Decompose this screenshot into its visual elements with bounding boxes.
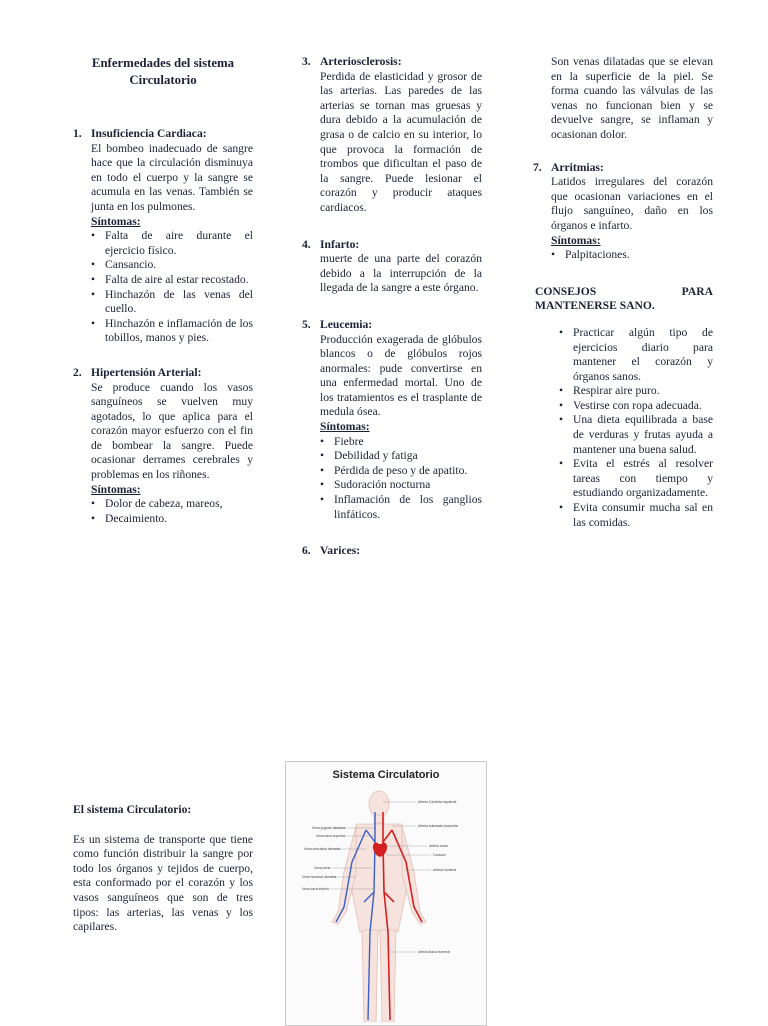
- list-item: • Evita consumir mucha sal en las comidas.: [573, 501, 713, 530]
- symptoms-label: Síntomas:: [91, 214, 141, 228]
- section-text: Producción exagerada de glóbulos blancos o de glóbulos rojos anormales: pude convertirse en una enfermedad mortal. Uno de los tratamientos es el trasplante de medula ósea.: [320, 332, 482, 419]
- diagram-label-right: Arteria humeral: [433, 868, 457, 872]
- section-heading: Arritmias:: [551, 160, 604, 174]
- advice-section: [535, 285, 713, 531]
- diagram-label-left: Vena cava inferior: [302, 887, 330, 891]
- section-number: 6.: [302, 544, 311, 558]
- diagram-label-left: Vena humeral derecha: [302, 875, 337, 879]
- section-text: Perdida de elasticidad y grosor de las arterias. Las paredes de las arterias se tornan mas gruesas y dura debido a la acumulación de grasa o de calcio en su interior, lo que provoca la formación de trombos que dificultan el paso de la sangre. Puede lesionar el corazón y producir ataques cardiacos.: [320, 69, 482, 214]
- list-item: • Cansancio.: [105, 258, 253, 273]
- symptoms-label: Síntomas:: [320, 420, 370, 434]
- section-heading: Leucemia:: [320, 317, 373, 331]
- section-arteriosclerosis: [302, 55, 482, 216]
- advice-title-word: CONSEJOS: [535, 284, 597, 298]
- section-heading: Arteriosclerosis:: [320, 55, 402, 68]
- list-item: • Inflamación de los ganglios linfáticos.: [334, 493, 482, 522]
- list-item: • Evita el estrés al resolver tareas con tiempo y estudiando organizadamente.: [573, 457, 713, 501]
- section-heading: Hipertensión Arterial:: [91, 365, 202, 379]
- column-2: [302, 55, 482, 559]
- section-leucemia: [302, 318, 482, 522]
- section-varices: [302, 544, 482, 559]
- list-item: • Dolor de cabeza, mareos,: [105, 497, 253, 512]
- section-insuficiencia-cardiaca: [73, 127, 253, 346]
- varices-text: Son venas dilatadas que se elevan en la superficie de la piel. Se forma cuando las válvulas de las venas no funcionan bien y se devuelve sangre, se inflaman y ocasionan dolor.: [551, 55, 713, 141]
- diagram-title: Sistema Circulatorio: [332, 769, 440, 781]
- column-1: [73, 55, 253, 526]
- column-3: [533, 55, 713, 530]
- section-number: 1.: [73, 127, 82, 140]
- symptoms-list: [533, 248, 713, 263]
- section-heading: Varices:: [320, 544, 361, 558]
- diagram-label-right: Arteria subclavia izquierda: [418, 824, 458, 828]
- symptoms-list: [302, 435, 482, 523]
- section-text: Se produce cuando los vasos sanguíneos se vuelven muy agotados, lo que aplica para el corazón mayor esfuerzo con el fin de bombear la sangre. Puede ocasionar derrames cerebrales y problemas en los riñones.: [91, 380, 253, 482]
- diagram-label-right: Arteria aorta: [429, 844, 448, 848]
- advice-title-word: PARA: [681, 284, 713, 298]
- intro-text: Es un sistema de transporte que tiene como función distribuir la sangre por todo los órganos y tejidos de cuerpo, esta conformado por el corazón y los vasos sanguíneos que son de tres tipos: las arterias, las venas y los capilares.: [73, 832, 253, 934]
- list-item: • Decaimiento.: [105, 512, 253, 527]
- section-number: 2.: [73, 365, 82, 379]
- section-hipertension-arterial: [73, 366, 253, 527]
- body-figure-illustration: [286, 782, 486, 1022]
- symptoms-list: [73, 497, 253, 526]
- diagram-label-left: Vena porta: [314, 866, 331, 870]
- list-item: • Vestirse con ropa adecuada.: [573, 399, 713, 414]
- list-item: • Palpitaciones.: [565, 248, 713, 263]
- list-item: • Sudoración nocturna: [334, 478, 482, 493]
- list-item: • Falta de aire durante el ejercicio físico.: [105, 229, 253, 258]
- list-item: • Una dieta equilibrada a base de verduras y frutas ayuda a mantener una buena salud.: [573, 413, 713, 457]
- section-heading: Insuficiencia Cardiaca:: [91, 127, 207, 140]
- intro-title: El sistema Circulatorio:: [73, 803, 192, 816]
- section-infarto: [302, 238, 482, 296]
- diagram-label-left: Vena subclavia derecha: [304, 847, 341, 851]
- section-text: El bombeo inadecuado de sangre hace que la circulación disminuya en todo el cuerpo y la sangre se acumula en las venas. También se junta en los pulmones.: [91, 141, 253, 213]
- document-title: Enfermedades del sistema Circulatorio: [91, 56, 235, 87]
- section-text: Latidos irregulares del corazón que ocasionan variaciones en el flujo sanguíneo, daño en los órganos e infarto.: [551, 175, 713, 232]
- section-heading: Infarto:: [320, 237, 360, 251]
- list-item: • Hinchazón e inflamación de los tobillos, manos y pies.: [105, 317, 253, 346]
- list-item: • Pérdida de peso y de apatito.: [334, 464, 482, 479]
- list-item: • Hinchazón de las venas del cuello.: [105, 288, 253, 317]
- advice-list: [535, 326, 713, 530]
- diagram-label-right: Corazón: [433, 853, 446, 857]
- diagram-label-right: Arteria iliaca humeral: [418, 950, 450, 954]
- symptoms-label: Síntomas:: [551, 233, 601, 247]
- list-item: • Fiebre: [334, 435, 482, 450]
- section-number: 7.: [533, 160, 542, 174]
- circulatory-system-diagram: [285, 761, 487, 1026]
- list-item: • Debilidad y fatiga: [334, 449, 482, 464]
- advice-title: [535, 285, 713, 300]
- list-item: • Respirar aire puro.: [573, 384, 713, 399]
- diagram-label-right: Arteria Carótida izquierda: [418, 800, 457, 804]
- symptoms-list: [73, 229, 253, 346]
- diagram-label-left: Vena yugular derecha: [312, 826, 345, 830]
- advice-title-line2: MANTENERSE SANO.: [535, 299, 655, 313]
- section-arritmias: [533, 161, 713, 263]
- symptoms-label: Síntomas:: [91, 482, 141, 496]
- circulatory-intro: [73, 803, 253, 935]
- section-text: muerte de una parte del corazón debido a la interrupción de la llegada de la sangre a este órgano.: [320, 252, 482, 295]
- diagram-label-left: Vena cava superior: [316, 834, 346, 838]
- list-item: • Falta de aire al estar recostado.: [105, 273, 253, 288]
- section-number: 5.: [302, 317, 311, 331]
- section-number: 3.: [302, 55, 311, 68]
- section-number: 4.: [302, 237, 311, 251]
- list-item: • Practicar algún tipo de ejercicios diario para mantener el corazón y órganos sanos.: [573, 326, 713, 384]
